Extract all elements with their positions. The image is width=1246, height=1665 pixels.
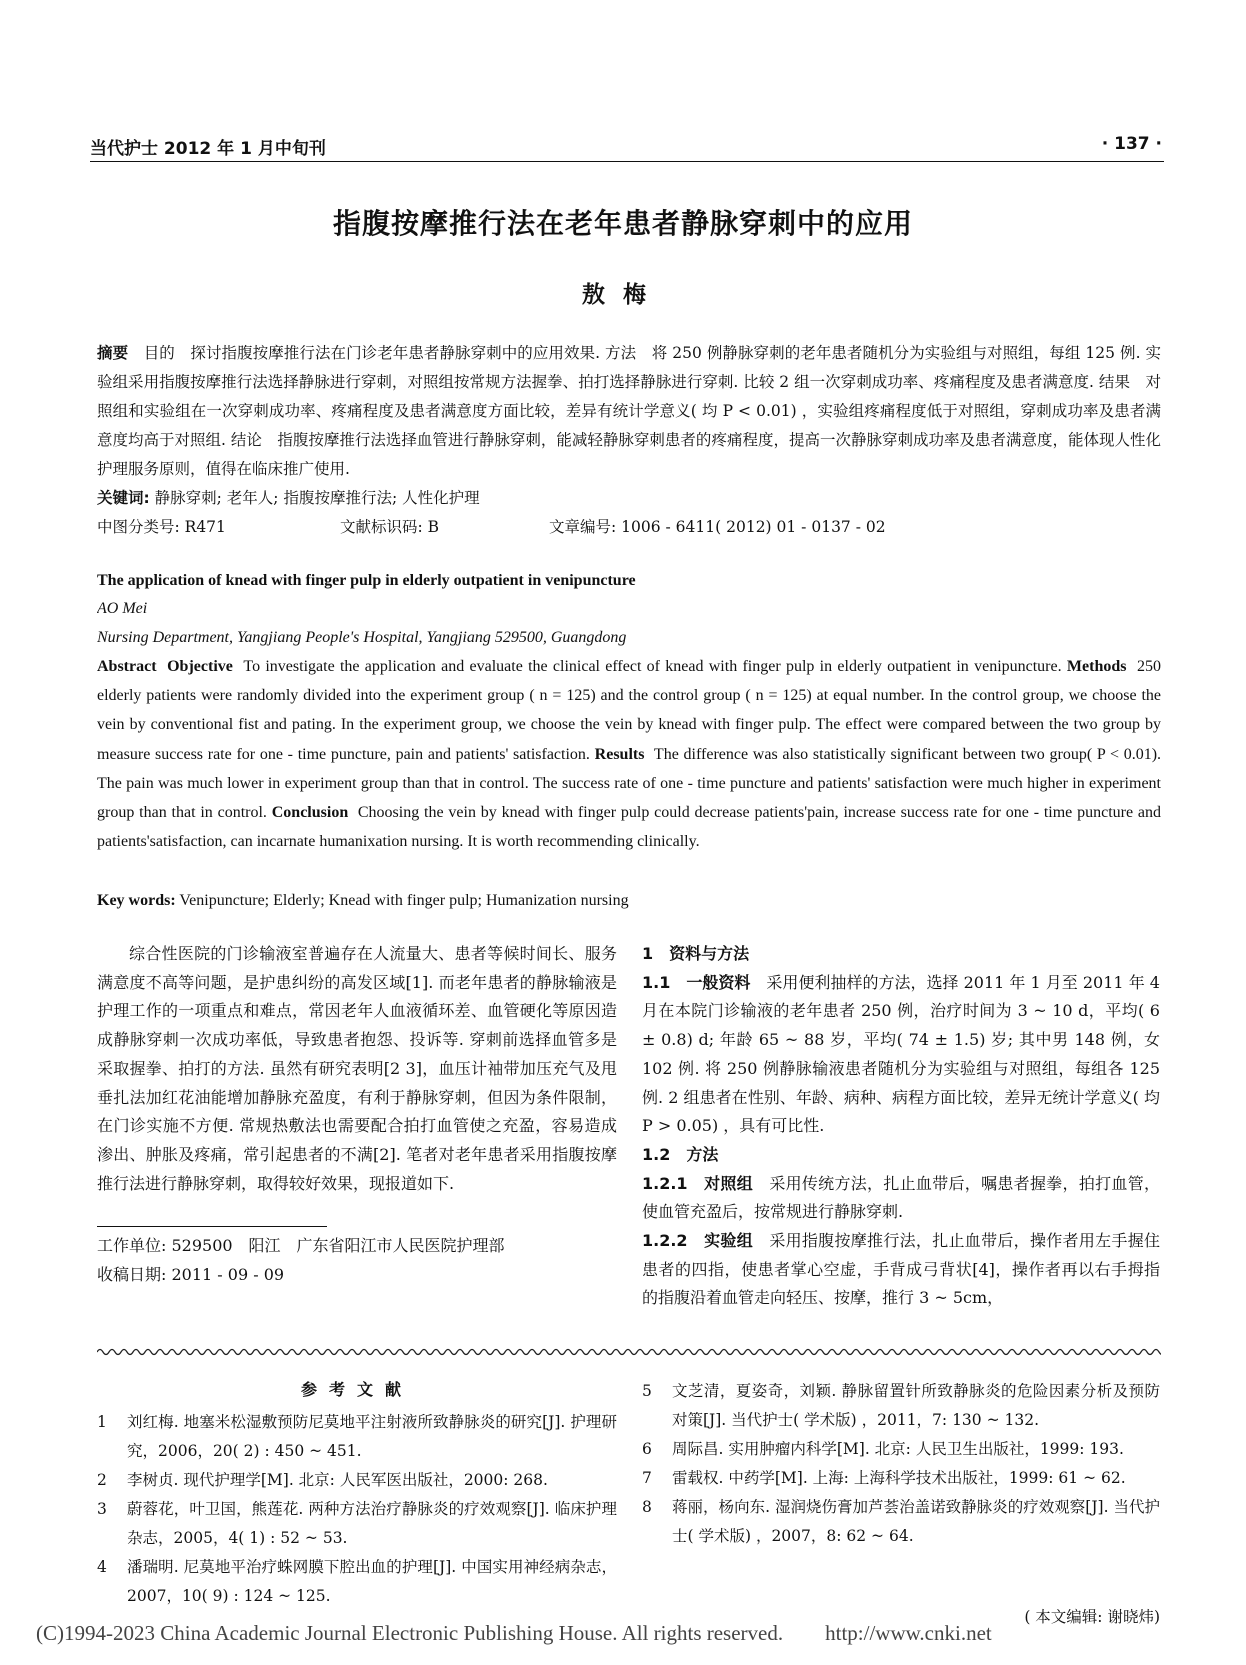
page-number: · 137 · [1101,134,1162,154]
paper-title: 指腹按摩推行法在老年患者静脉穿刺中的应用 [332,207,913,240]
references-heading: 参考文献 [300,1380,413,1399]
received-date: 收稿日期: 2011 - 09 - 09 [97,1265,285,1284]
conclusion-label: Conclusion [271,804,349,822]
work-unit: 工作单位: 529500 阳江 广东省阳江市人民医院护理部 [97,1236,505,1255]
english-title: The application of knead with finger pulp in elderly outpatient in venipuncture [97,572,636,589]
abstract-cn-text: 目的 探讨指腹按摩推行法在门诊老年患者静脉穿刺中的应用效果. 方法 将 250 例静脉穿刺的老年患者随机分为实验组与对照组，每组 125 例. 实验组采用指腹按摩推行法选择静脉进行穿刺，对照组按常规方法握拳、拍打选择静脉进行穿刺. 比较 2 组一次穿刺成功率、疼痛程度及患者满意度. 结果 对照组和实验组在一次穿刺成功率、疼痛程度及患者满意度方面比较，差异有统计学意义( 均 P < 0.01) ，实验组疼痛程度低于对照组，穿刺成功率及患者满意度均高于对照组. 结论 指腹按摩推行法选择血管进行静脉穿刺，能减轻静脉穿刺患者的疼痛程度，提高一次静脉穿刺成功率及患者满意度，能体现人性化护理服务原则，值得在临床推广使用. [97,344,1161,478]
abstract-cn-label: 摘要 [97,344,129,362]
section-1-2-1-heading: 1.2.1 对照组 [642,1173,754,1193]
reference-text: 周际昌. 实用肿瘤内科学[M]. 北京: 人民卫生出版社，1999: 193. [672,1440,1124,1458]
reference-number: 1 [97,1413,107,1431]
journal-header: 当代护士 2012 年 1 月中旬刊 [90,139,326,159]
keywords-cn-text: 静脉穿刺; 老年人; 指腹按摩推行法; 人性化护理 [154,489,480,507]
reference-text: 刘红梅. 地塞米松湿敷预防尼莫地平注射液所致静脉炎的研究[J]. 护理研究，2006，20( 2) : 450 ~ 451. [127,1413,617,1460]
reference-number: 3 [97,1500,107,1518]
reference-item [97,1553,617,1611]
keywords-cn-label: 关键词: [97,489,150,507]
right-body [642,940,1160,1313]
reference-item [642,1377,1160,1435]
section-1-heading: 1 资料与方法 [642,944,750,963]
reference-text: 蔚蓉花，叶卫国，熊莲花. 两种方法治疗静脉炎的疗效观察[J]. 临床护理杂志，2005，4( 1) : 52 ~ 53. [127,1500,617,1547]
abstract-cn [97,339,1161,484]
objective-text: To investigate the application and evaluate the clinical effect of knead with finger pulp in elderly outpatient in venipuncture. [243,658,1062,675]
reference-text: 雷载权. 中药学[M]. 上海: 上海科学技术出版社，1999: 61 ~ 62. [672,1469,1126,1487]
reference-item [642,1493,1160,1551]
copyright-footer: (C)1994-2023 China Academic Journal Electronic Publishing House. All rights reserved. http://www.cnki.net [36,1621,992,1645]
methods-text: 250 elderly patients were randomly divided into the experiment group ( n = 125) and the control group ( n = 125) at equal number. In the control group, we choose the vein by conventional fist and pating. In the experiment group, we choose the vein by knead with finger pulp. The effect were compared between the two group by measure success rate for one - time puncture, pain and patients' satisfaction. [97,658,1162,763]
english-keywords [97,886,1161,915]
article-number: 文章编号: 1006 - 6411( 2012) 01 - 0137 - 02 [549,518,886,536]
objective-label: Objective [167,658,233,675]
footnote-rule [97,1226,327,1227]
reference-item [97,1466,617,1495]
methods-label: Methods [1066,658,1127,675]
keywords-text: Venipuncture; Elderly; Knead with finger pulp; Humanization nursing [179,892,629,909]
reference-number: 7 [642,1469,652,1487]
references-left [97,1408,617,1611]
section-1-1-heading: 1.1 一般资料 [642,972,751,992]
section-1-2-1-text: 采用传统方法，扎止血带后，嘱患者握拳，拍打血管，使血管充盈后，按常规进行静脉穿刺. [642,1173,1160,1222]
reference-number: 5 [642,1382,652,1400]
paper-author: 敖梅 [582,282,664,308]
header-rule [90,161,1164,162]
wavy-separator [97,1346,1161,1358]
results-label: Results [594,745,645,763]
keywords-cn [97,484,1161,513]
reference-text: 李树贞. 现代护理学[M]. 北京: 人民军医出版社，2000: 268. [127,1471,548,1489]
english-affiliation: Nursing Department, Yangjiang People's Hospital, Yangjiang 529500, Guangdong [97,629,627,646]
doc-code: 文献标识码: B [340,518,440,536]
reference-number: 8 [642,1498,652,1516]
abstract-label: Abstract [97,658,157,675]
conclusion-text: Choosing the vein by knead with finger pulp could decrease patients'pain, increase success rate for one - time puncture and patients'satisfaction, can incarnate humanixation nursing. It is worth recommending clinically. [97,804,1162,851]
section-1-2-2-text: 采用指腹按摩推行法，扎止血带后，操作者用左手握住患者的四指，使患者掌心空虚，手背成弓背状[4]，操作者再以右手拇指的指腹沿着血管走向轻压、按摩，推行 3 ~ 5cm， [642,1231,1160,1308]
english-abstract [97,652,1161,856]
reference-text: 文芝清，夏姿奇，刘颖. 静脉留置针所致静脉炎的危险因素分析及预防对策[J]. 当代护士( 学术版) ，2011，7: 130 ~ 132. [672,1382,1160,1429]
reference-number: 4 [97,1558,107,1576]
clc-code: 中图分类号: R471 [97,518,226,536]
section-1-1-text: 采用便利抽样的方法，选择 2011 年 1 月至 2011 年 4 月在本院门诊输液的老年患者 250 例，治疗时间为 3 ~ 10 d，平均( 6 ± 0.8) d; 年龄 65 ~ 88 岁，平均( 74 ± 1.5) 岁; 其中男 148 例，女 102 例. 将 250 例静脉输液患者随机分为实验组与对照组，每组各 125 例. 2 组患者在性别、年龄、病种、病程方面比较，差异无统计学意义( 均 P > 0.05) ，具有可比性. [642,972,1160,1136]
editor-note: ( 本文编辑: 谢晓炜) [1024,1608,1160,1626]
reference-text: 潘瑞明. 尼莫地平治疗蛛网膜下腔出血的护理[J]. 中国实用神经病杂志，2007，10( 9) : 124 ~ 125. [127,1558,617,1605]
reference-number: 6 [642,1440,652,1458]
reference-number: 2 [97,1471,107,1489]
reference-text: 蒋丽，杨向东. 湿润烧伤膏加芦荟治盖诺致静脉炎的疗效观察[J]. 当代护士( 学术版) ，2007，8: 62 ~ 64. [672,1498,1160,1545]
references-right [642,1377,1160,1551]
reference-item [642,1435,1160,1464]
reference-item [97,1408,617,1466]
reference-item [642,1464,1160,1493]
section-1-2-heading: 1.2 方法 [642,1144,719,1164]
english-author: AO Mei [97,600,148,617]
section-1-2-2-heading: 1.2.2 实验组 [642,1231,754,1251]
results-text: The difference was also statistically significant between two group( P < 0.01). The pain was much lower in experiment group than that in control. The success rate of one - time puncture and patients' satisfaction were much higher in experiment group than that in control. [97,745,1162,822]
left-body-text: 综合性医院的门诊输液室普遍存在人流量大、患者等候时间长、服务满意度不高等问题，是护患纠纷的高发区域[1]. 而老年患者的静脉输液是护理工作的一项重点和难点，常因老年人血液循环差、血管硬化等原因造成静脉穿刺一次成功率低，导致患者抱怨、投诉等. 穿刺前选择血管多是采取握拳、拍打的方法. 虽然有研究表明[2 3]，血压计袖带加压充气及甩垂扎法加红花油能增加静脉充盈度，有利于静脉穿刺，但因为条件限制，在门诊实施不方便. 常规热敷法也需要配合拍打血管使之充盈，容易造成渗出、肿胀及疼痛，常引起患者的不满[2]. 笔者对老年患者采用指腹按摩推行法进行静脉穿刺，取得较好效果，现报道如下. [97,944,617,1193]
reference-item [97,1495,617,1553]
keywords-label: Key words: [97,892,176,909]
